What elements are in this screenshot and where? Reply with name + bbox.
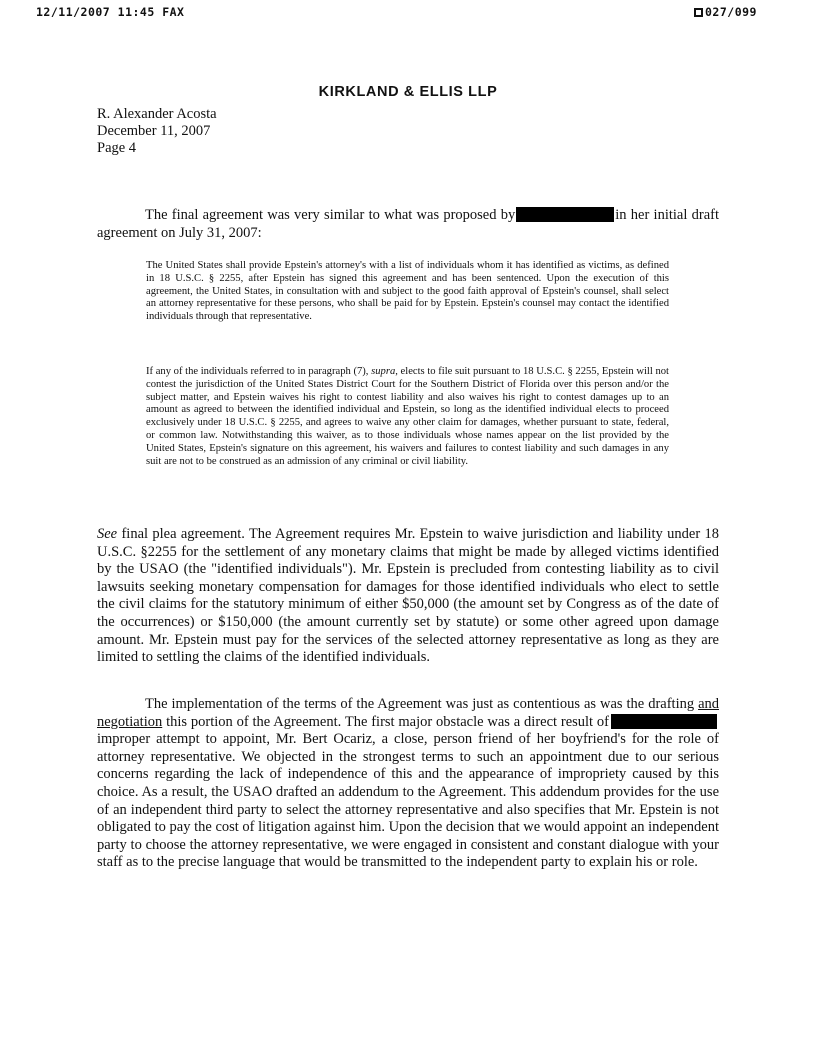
letter-date: December 11, 2007 [97, 123, 211, 139]
page-number: Page 4 [97, 140, 137, 156]
redaction-bar [611, 714, 717, 729]
quote2-supra: supra [371, 366, 396, 377]
para3-underlined: and negotiation [97, 696, 719, 730]
recipient-name: R. Alexander Acosta [97, 106, 217, 122]
para2-text: final plea agreement. The Agreement requires Mr. Epstein to waive jurisdiction and liability under 18 U.S.C. §2255 for the settlement of any monetary claims that might be made by alleged victims identified by the USAO (the "identified individuals"). Mr. Epstein is precluded from contesting liability as to civil lawsuits seeking monetary compensation for damages for those identified individuals who elect to settle the civil claims for the statutory minimum of either $50,000 (the amount set by Congress as of the date of the occurrences) or $150,000 (the amount currently set by statute) or some other agreed upon damage amount. Mr. Epstein must pay for the services of the selected attorney representative as long as they are limited to settling the claims of the identified individuals. [97, 526, 719, 666]
fax-page-icon [694, 8, 703, 17]
para1-text-after: in her initial draft agreement on July 31, 2007: [97, 207, 719, 241]
para2-see: See [97, 526, 118, 542]
address-block [97, 106, 217, 157]
para3-text-start: The implementation of the terms of the Agreement was just as contentious as was the drafting [145, 696, 699, 712]
paragraph-plea-agreement [97, 526, 719, 667]
fax-page-number: 027/099 [705, 5, 757, 19]
quote-block-1: The United States shall provide Epstein's attorney's with a list of individuals whom it has identified as victims, as defined in 18 U.S.C. § 2255, after Epstein has signed this agreement and has been sentenced. Upon the execution of this agreement, the United States, in consultation with and subject to the good faith approval of Epstein's counsel, shall select an attorney representative for these persons, who shall be paid for by Epstein. Epstein's counsel may contact the identified individuals through that representative. [146, 260, 669, 323]
fax-page-counter [694, 5, 757, 19]
para1-text-before: The final agreement was very similar to what was proposed by [145, 207, 516, 223]
quote2-after: , elects to file suit pursuant to 18 U.S.C. § 2255, Epstein will not contest the jurisdiction of the United States District Court for the Southern District of Florida over this person and/or the subject matter, and Epstein waives his right to contest liability and also waives his right to contest damages up to an amount as agreed to between the identified individual and Epstein, so long as the identified individual elects to proceed exclusively under 18 U.S.C. § 2255, and agrees to waive any other claim for damages, whether pursuant to state, federal, or common law. Notwithstanding this waiver, as to those individuals whose names appear on the list provided by the United States, Epstein's signature on this agreement, his waivers and failures to contest liability and such damages in any suit are not to be construed as an admission of any criminal or civil liability. [146, 366, 669, 467]
para3-text-mid: this portion of the Agreement. The first major obstacle was a direct result of [162, 713, 609, 730]
paragraph-final-agreement [97, 207, 719, 242]
fax-datetime: 12/11/2007 11:45 FAX [36, 5, 185, 19]
letterhead-firm: KIRKLAND & ELLIS LLP [318, 84, 498, 100]
quote2-before: If any of the individuals referred to in paragraph (7), [146, 366, 369, 377]
quote-block-2 [146, 366, 669, 468]
redaction-bar [516, 207, 614, 222]
paragraph-implementation [97, 696, 719, 872]
para3-text-after: improper attempt to appoint, Mr. Bert Ocariz, a close, person friend of her boyfriend's for the role of attorney representative. We objected in the strongest terms to such an appointment due to our serious concerns regarding the lack of independence of this and the appearance of impropriety caused by this choice. As a result, the USAO drafted an addendum to the Agreement. This addendum provides for the use of an independent third party to select the attorney representative and also specifies that Mr. Epstein is not obligated to pay the cost of litigation against him. Upon the decision that we would appoint an independent party to choose the attorney representative, we were engaged in consistent and constant dialogue with your staff as to the precise language that would be transmitted to the independent party to explain his or role. [97, 731, 719, 871]
